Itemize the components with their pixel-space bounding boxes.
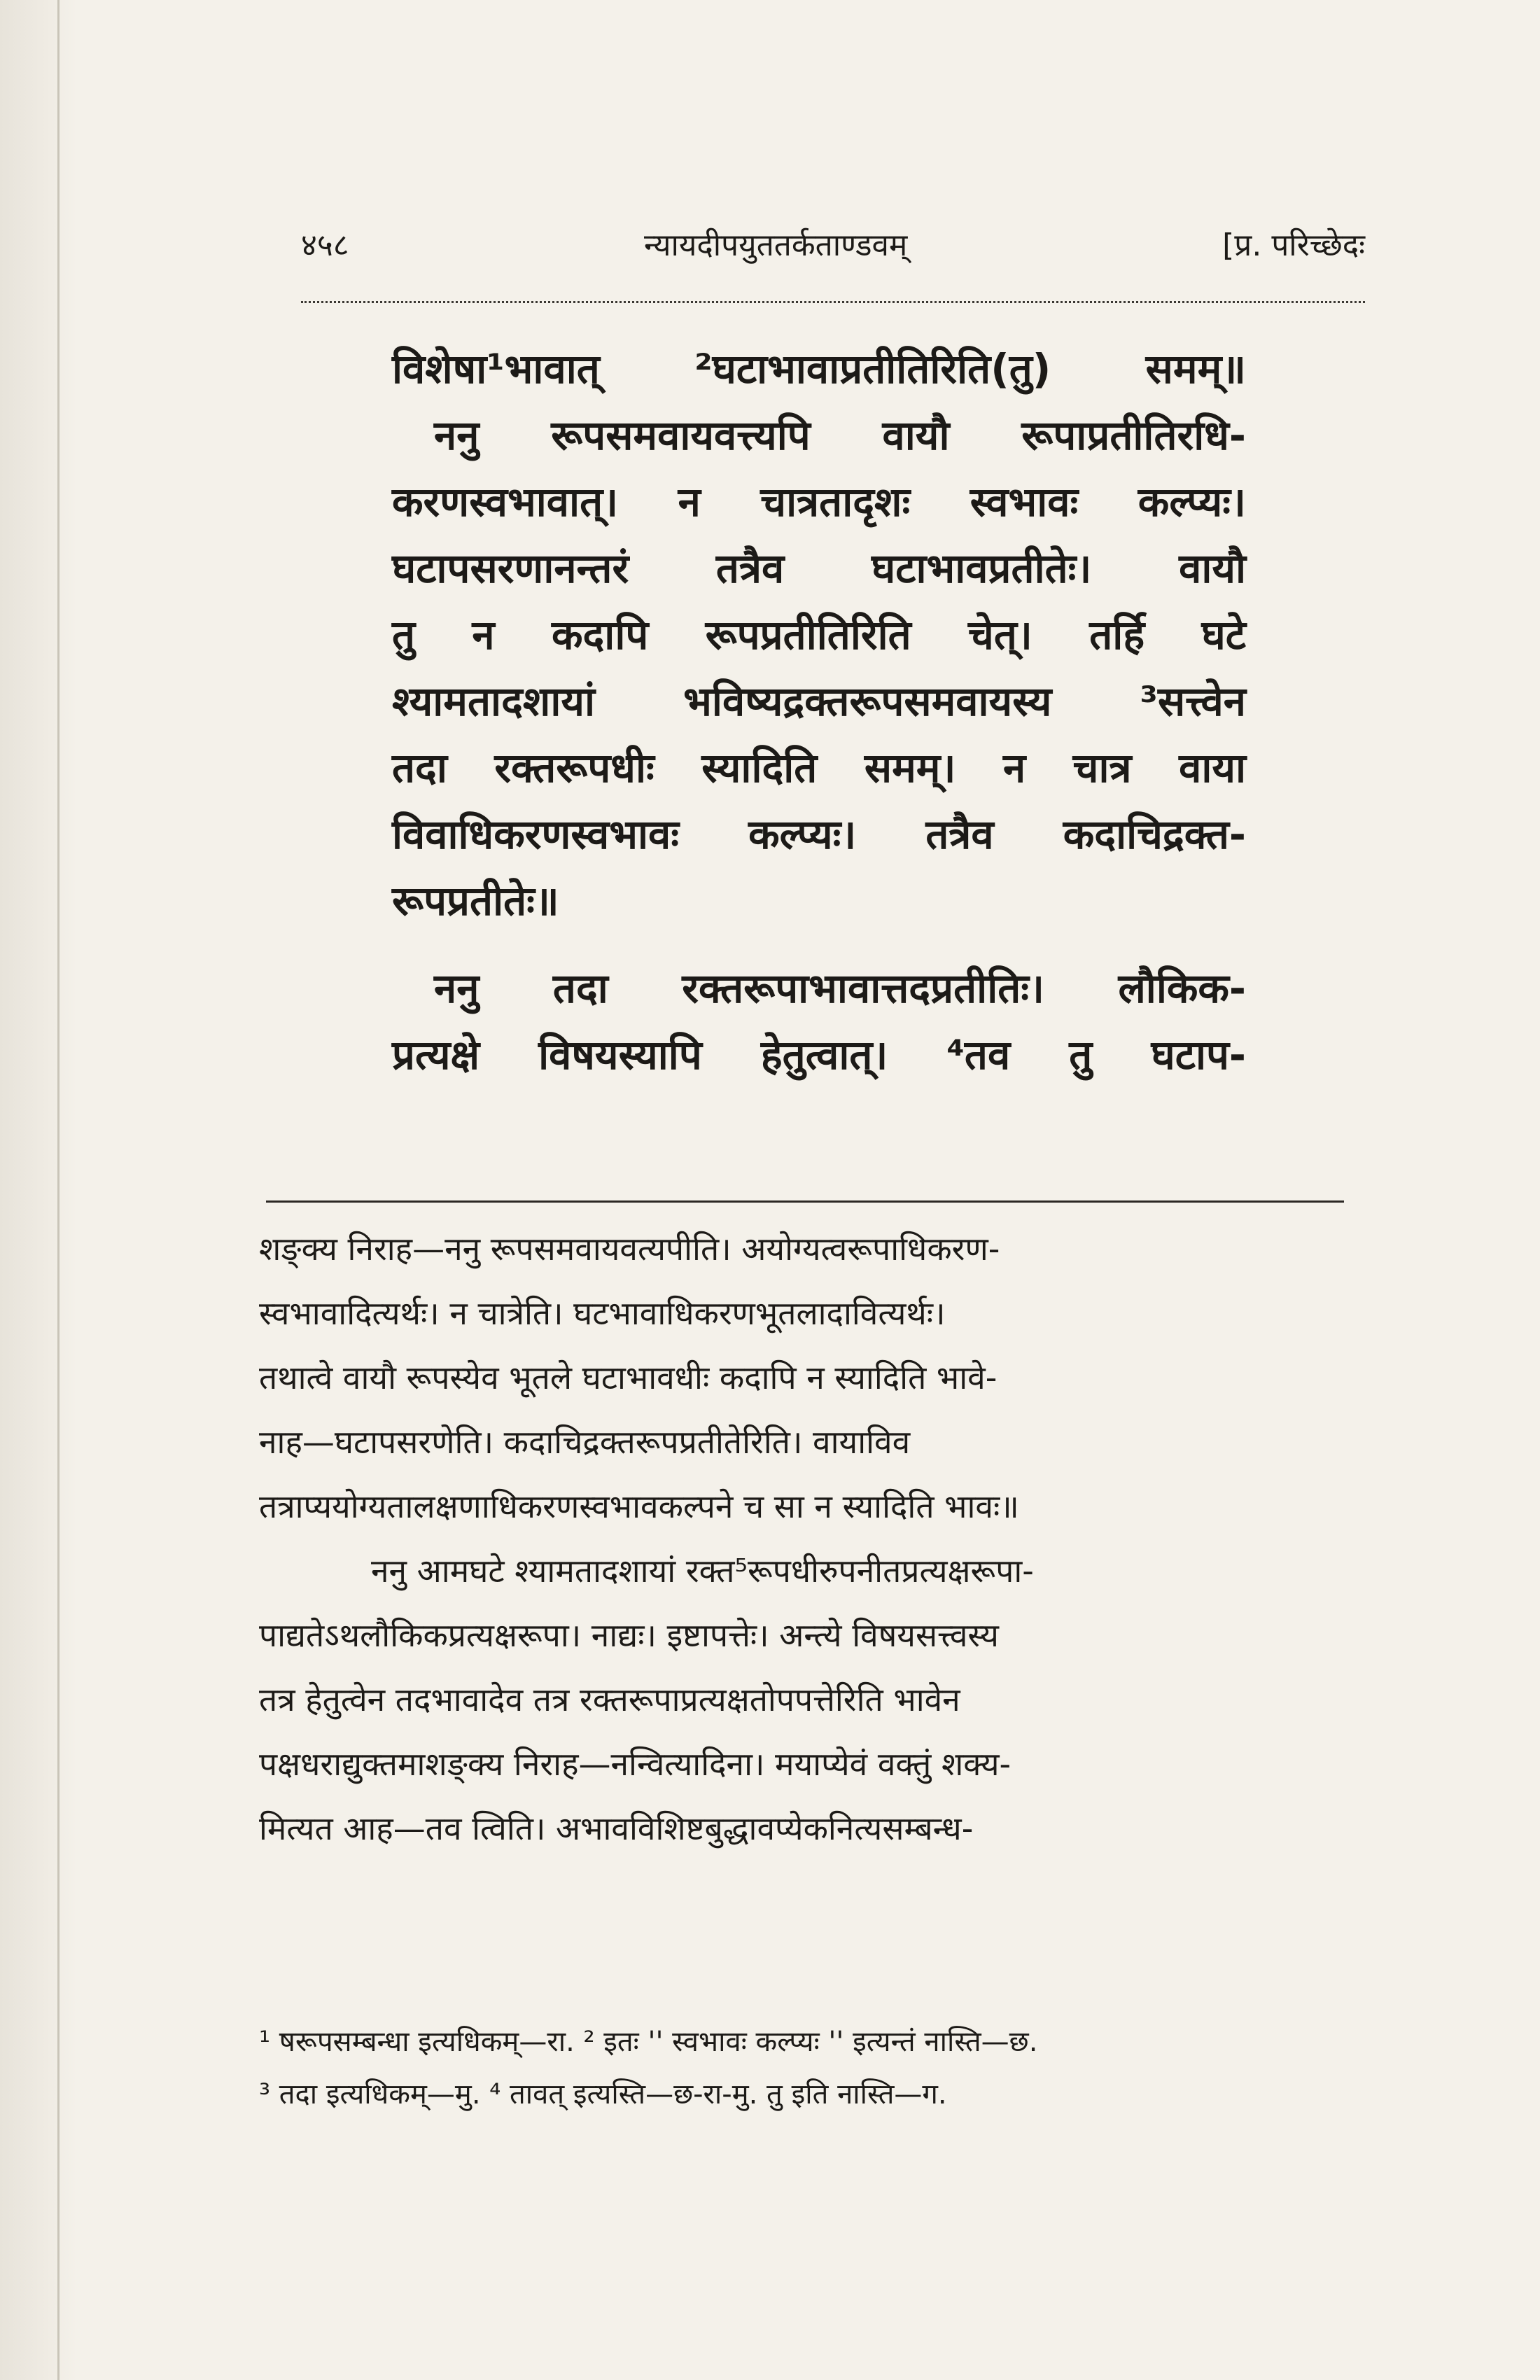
main-line: श्यामतादशायां भविष्यद्रक्तरूपसमवायस्य ³सत्त्वेन [392,678,1246,725]
commentary-line: पक्षधराद्युक्तमाशङ्क्य निराह—नन्वित्यादिना। मयाप्येवं वक्तुं शक्य- [259,1745,1011,1783]
commentary-line: शङ्क्य निराह—ननु रूपसमवायवत्यपीति। अयोग्यत्वरूपाधिकरण- [259,1230,1000,1268]
main-line: विशेषा¹भावात् ²घटाभावाप्रतीतिरिति(तु) समम्॥ [392,345,1246,393]
commentary-line: ननु आमघटे श्यामतादशायां रक्त⁵रूपधीरुपनीतप्रत्यक्षरूपा- [371,1552,1034,1590]
main-text [392,336,1246,1088]
gutter-line [57,0,59,2380]
commentary-line: नाह—घटापसरणेति। कदाचिद्रक्तरूपप्रतीतेरिति। वायाविव [259,1423,911,1461]
commentary-line: तथात्वे वायौ रूपस्येव भूतले घटाभावधीः कदापि न स्यादिति भावे- [259,1359,997,1396]
book-gutter [0,0,77,2380]
commentary-line: मित्यत आह—तव त्विति। अभावविशिष्टबुद्धावप्येकनित्यसम्बन्ध- [259,1809,974,1847]
main-line: ननु रूपसमवायवत्त्यपि वायौ रूपाप्रतीतिरधि- [434,412,1246,459]
main-line: विवाधिकरणस्वभावः कल्प्यः। तत्रैव कदाचिद्रक्त- [392,811,1246,858]
main-line: घटापसरणानन्तरं तत्रैव घटाभावप्रतीतेः। वायौ [392,545,1246,592]
commentary-line: पाद्यतेऽथलौकिकप्रत्यक्षरूपा। नाद्यः। इष्टापत्तेः। अन्त्ये विषयसत्त्वस्य [259,1616,999,1654]
page-number: ४५८ [301,227,349,263]
main-line: तदा रक्तरूपधीः स्यादिति समम्। न चात्र वाया [392,744,1246,792]
commentary-rule [266,1200,1344,1203]
main-line: करणस्वभावात्। न चात्रतादृशः स्वभावः कल्प्यः। [392,478,1246,526]
page-header [301,217,1365,273]
footnote-line: ³ तदा इत्यधिकम्—मु. ⁴ तावत् इत्यस्ति—छ-रा-मु. तु इति नास्ति—ग. [259,2078,947,2110]
commentary-line: तत्र हेतुत्वेन तदभावादेव तत्र रक्तरूपाप्रत्यक्षतोपपत्तेरिति भावेन [259,1681,960,1718]
commentary-line: स्वभावादित्यर्थः। न चात्रेति। घटभावाधिकरणभूतलादावित्यर्थः। [259,1294,946,1332]
section-tag: [प्र. परिच्छेदः [1222,227,1365,263]
main-line: तु न कदापि रूपप्रतीतिरिति चेत्। तर्हि घटे [392,611,1246,659]
commentary-line: तत्राप्ययोग्यतालक्षणाधिकरणस्वभावकल्पने च सा न स्यादिति भावः॥ [259,1488,1019,1525]
main-line: रूपप्रतीतेः॥ [392,877,559,925]
running-title: न्यायदीपयुततर्कताण्डवम् [644,227,908,263]
main-line: प्रत्यक्षे विषयस्यापि हेतुत्वात्। ⁴तव तु घटाप- [392,1031,1246,1079]
commentary [259,1217,1330,1861]
footnotes [259,2016,1330,2121]
main-line: ननु तदा रक्तरूपाभावात्तदप्रतीतिः। लौकिक- [434,965,1246,1012]
footnote-line: ¹ षरूपसम्बन्धा इत्यधिकम्—रा. ² इतः '' स्वभावः कल्प्यः '' इत्यन्तं नास्ति—छ. [259,2026,1038,2058]
header-rule [301,301,1365,303]
